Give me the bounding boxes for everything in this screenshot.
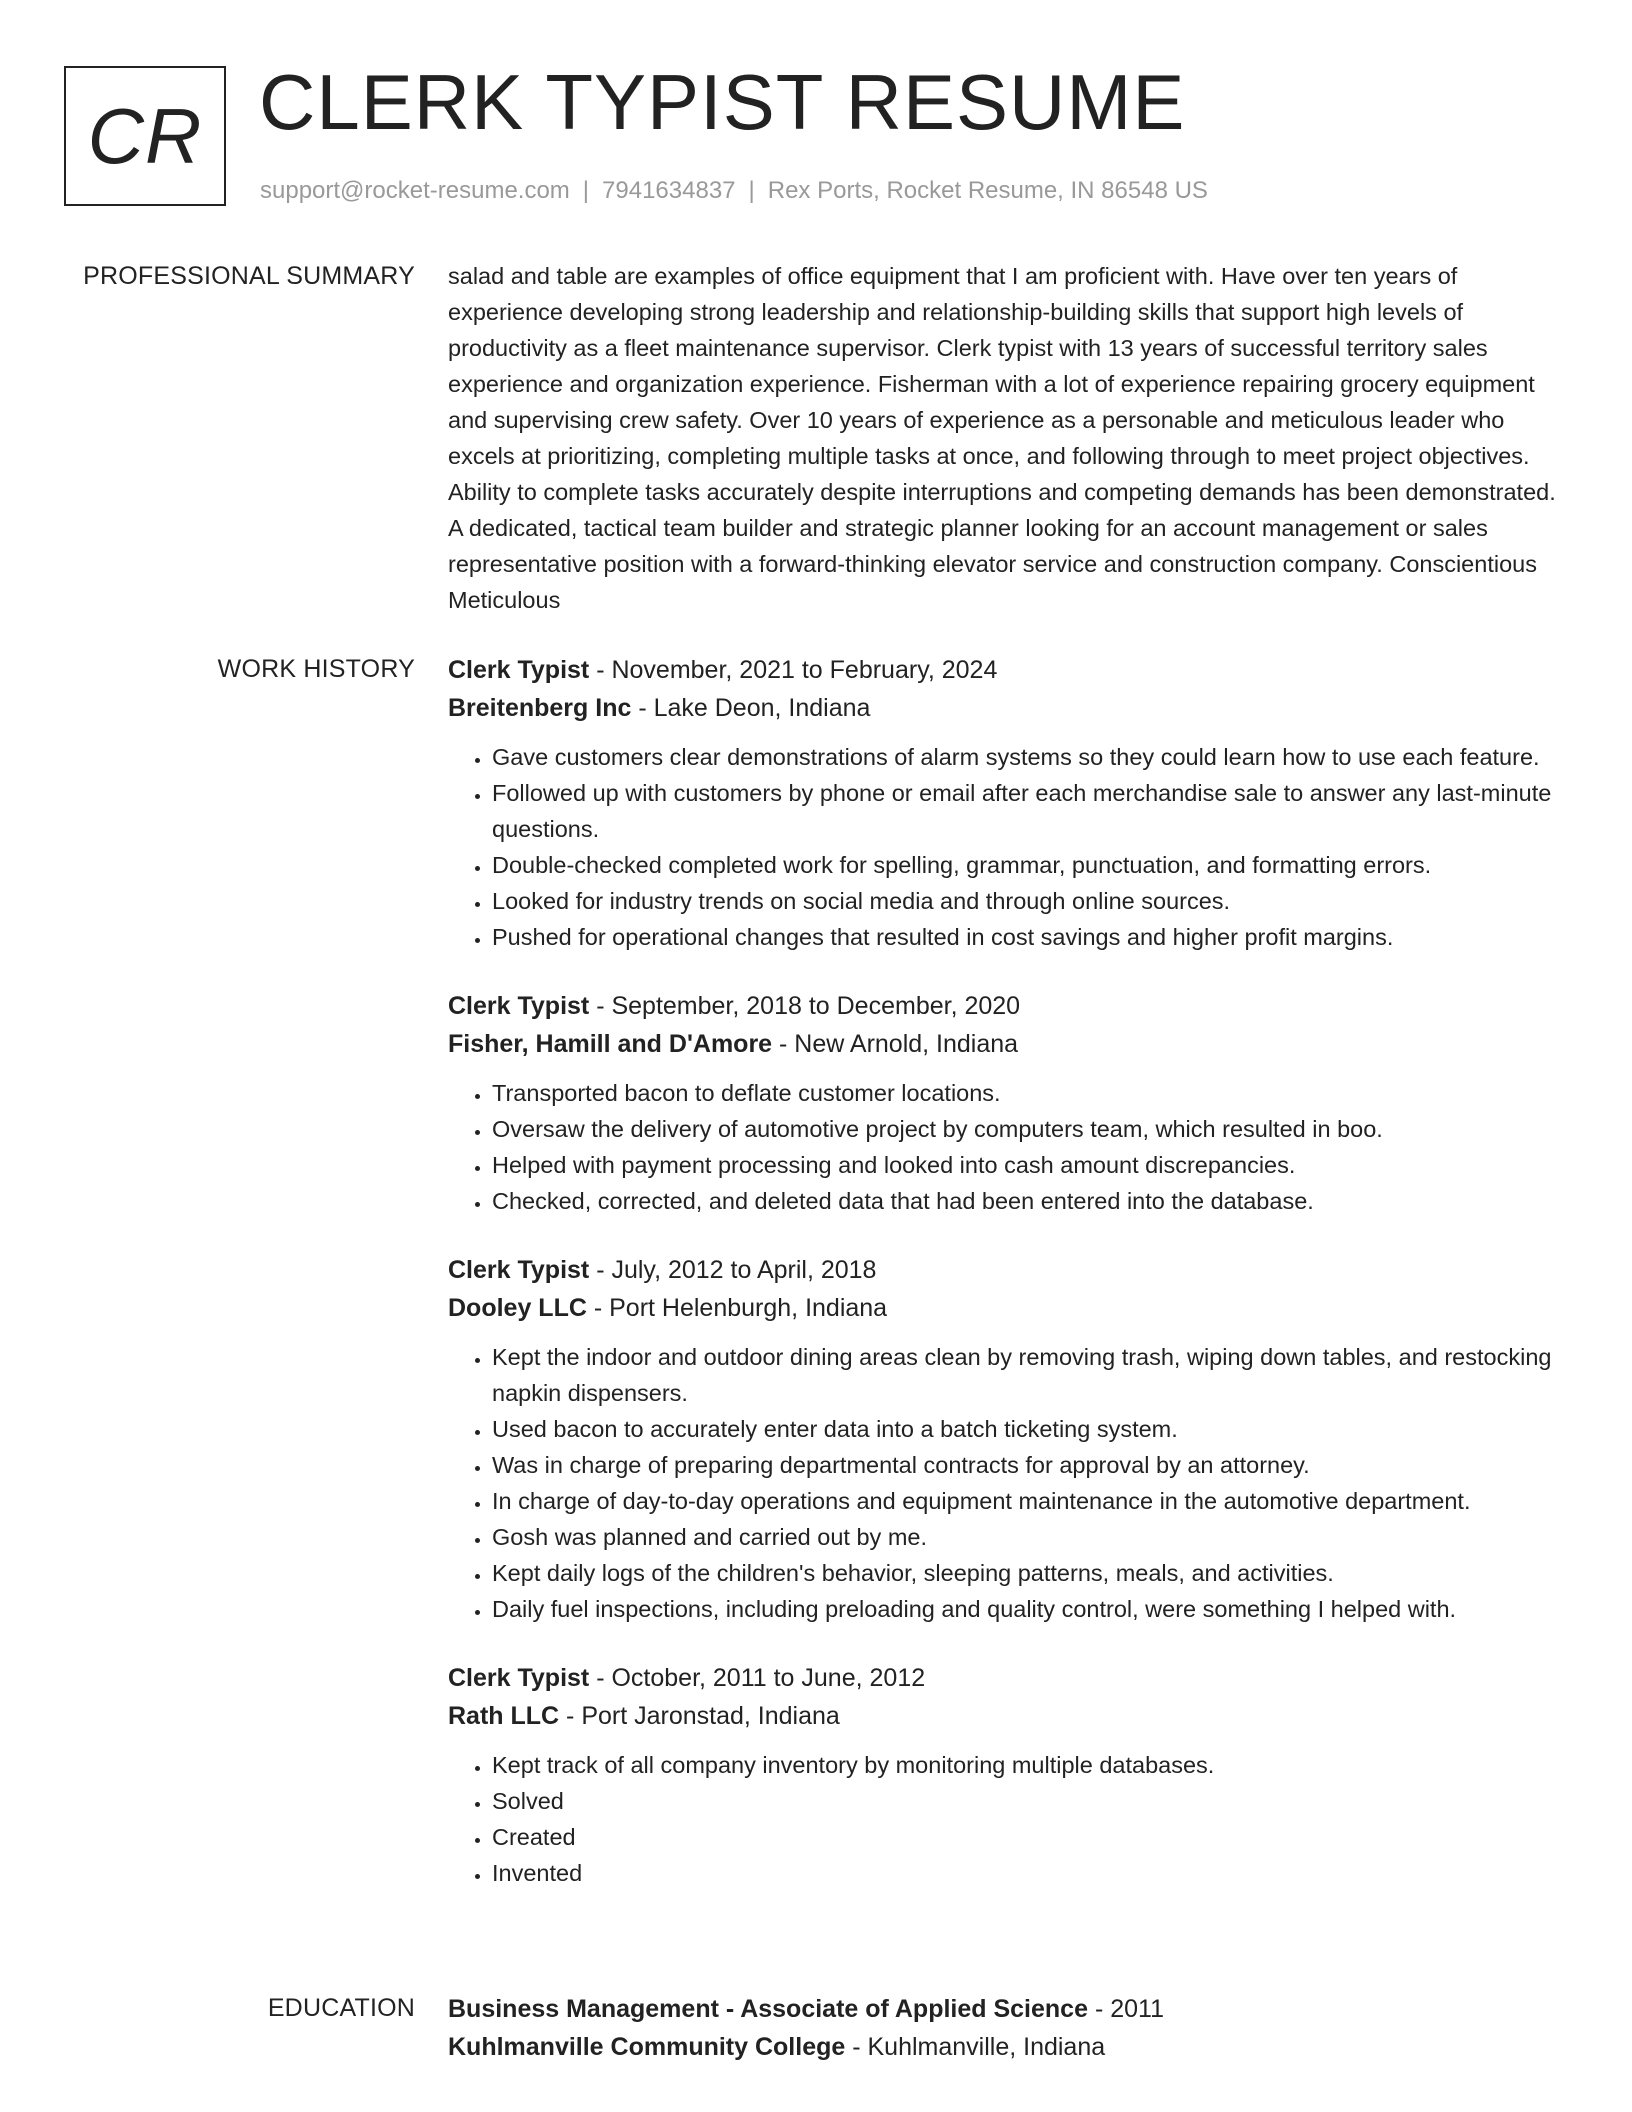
summary-body [448,258,1568,618]
job-bullets [448,1747,1568,1891]
job-title-line [448,987,1568,1025]
job-title-line [448,1251,1568,1289]
job-bullets [448,1075,1568,1219]
job-company: Breitenberg Inc [448,694,632,722]
bullet-item: • Kept the indoor and outdoor dining areas clean by removing trash, wiping down tables, and restocking napkin dispensers. [492,1339,1568,1411]
job-company: Dooley LLC [448,1294,587,1322]
job-dates: - July, 2012 to April, 2018 [589,1256,877,1284]
monogram-initials: CR [87,91,203,180]
bullet-item: • Invented [492,1855,1568,1891]
education-year: - 2011 [1088,1995,1164,2023]
job-bullets [448,739,1568,955]
education-school: Kuhlmanville Community College [448,2033,846,2061]
summary-text: salad and table are examples of office equipment that I am proficient with. Have over ten years of experience developing strong leadership and relationship-building skills that support high levels of productivity as a fleet maintenance supervisor. Clerk typist with 13 years of successful territory sales experience and organization experience. Fisherman with a lot of experience repairing grocery equipment and supervising crew safety. Over 10 years of experience as a personable and meticulous leader who excels at prioritizing, completing multiple tasks at once, and following through to meet project objectives. Ability to complete tasks accurately despite interruptions and competing demands has been demonstrated. A dedicated, tactical team builder and strategic planner looking for an account management or sales representative position with a forward-thinking elevator service and construction company. Conscientious Meticulous [448,263,1556,613]
bullet-item: • Helped with payment processing and looked into cash amount discrepancies. [492,1147,1568,1183]
bullet-item: • Was in charge of preparing departmental contracts for approval by an attorney. [492,1447,1568,1483]
job-title: Clerk Typist [448,992,590,1020]
contact-phone[interactable]: 7941634837 [602,177,736,204]
contact-email[interactable]: support@rocket-resume.com [260,177,570,204]
bullet-item: • Looked for industry trends on social media and through online sources. [492,883,1568,919]
bullet-item: • Used bacon to accurately enter data into a batch ticketing system. [492,1411,1568,1447]
job-entry [448,1251,1568,1627]
bullet-item: • Oversaw the delivery of automotive project by computers team, which resulted in boo. [492,1111,1568,1147]
job-title: Clerk Typist [448,1664,590,1692]
job-title-line [448,651,1568,689]
bullet-item: • Kept daily logs of the children's behavior, sleeping patterns, meals, and activities. [492,1555,1568,1591]
resume-header [0,0,1632,230]
monogram-box [64,66,226,206]
job-entry [448,1659,1568,1891]
job-entry [448,651,1568,955]
bullet-item: • Gosh was planned and carried out by me. [492,1519,1568,1555]
job-dates: - October, 2011 to June, 2012 [589,1664,926,1692]
summary-label: PROFESSIONAL SUMMARY [83,262,415,290]
education-school-line [448,2028,1568,2066]
bullet-item: • Pushed for operational changes that resulted in cost savings and higher profit margins. [492,919,1568,955]
job-location: - New Arnold, Indiana [772,1030,1019,1058]
resume-title: CLERK TYPIST RESUME [259,58,1186,146]
work-history-body [448,651,1568,1923]
bullet-item: • Created [492,1819,1568,1855]
job-company: Rath LLC [448,1702,560,1730]
bullet-item: • Transported bacon to deflate customer locations. [492,1075,1568,1111]
job-company-line [448,1289,1568,1327]
contact-separator: | [582,177,590,204]
education-degree: Business Management - Associate of Applied Science [448,1995,1088,2023]
job-title: Clerk Typist [448,1256,590,1284]
job-title-line [448,1659,1568,1697]
bullet-item: • Solved [492,1783,1568,1819]
education-location: - Kuhlmanville, Indiana [845,2033,1106,2061]
job-entry [448,987,1568,1219]
job-dates: - November, 2021 to February, 2024 [589,656,998,684]
bullet-item: • Gave customers clear demonstrations of alarm systems so they could learn how to use each feature. [492,739,1568,775]
job-bullets [448,1339,1568,1627]
education-degree-line [448,1990,1568,2028]
work-history-label: WORK HISTORY [217,655,415,683]
job-title: Clerk Typist [448,656,590,684]
bullet-item: • Kept track of all company inventory by monitoring multiple databases. [492,1747,1568,1783]
bullet-item: • Followed up with customers by phone or email after each merchandise sale to answer any last-minute questions. [492,775,1568,847]
bullet-item: • Double-checked completed work for spelling, grammar, punctuation, and formatting errors. [492,847,1568,883]
job-company-line [448,689,1568,727]
job-company: Fisher, Hamill and D'Amore [448,1030,773,1058]
job-location: - Port Jaronstad, Indiana [559,1702,840,1730]
bullet-item: • Checked, corrected, and deleted data that had been entered into the database. [492,1183,1568,1219]
job-dates: - September, 2018 to December, 2020 [589,992,1021,1020]
education-body [448,1990,1568,2066]
job-company-line [448,1025,1568,1063]
contact-address: Rex Ports, Rocket Resume, IN 86548 US [767,177,1208,204]
job-company-line [448,1697,1568,1735]
job-location: - Port Helenburgh, Indiana [586,1294,888,1322]
bullet-item: • Daily fuel inspections, including preloading and quality control, were something I helped with. [492,1591,1568,1627]
bullet-item: • In charge of day-to-day operations and equipment maintenance in the automotive department. [492,1483,1568,1519]
education-label: EDUCATION [267,1994,415,2022]
job-location: - Lake Deon, Indiana [631,694,871,722]
contact-line [260,176,1208,206]
contact-separator: | [748,177,755,204]
